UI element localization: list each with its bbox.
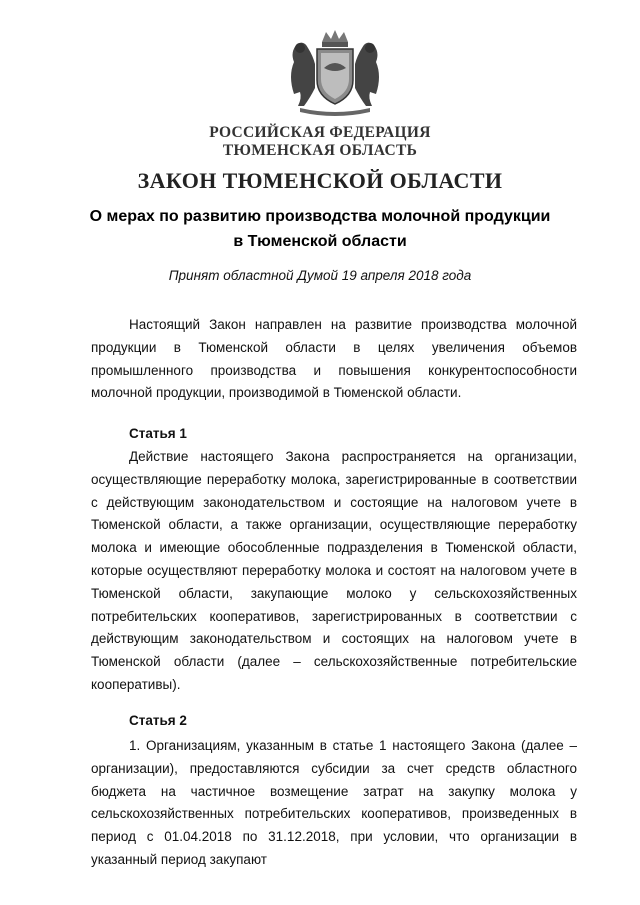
law-title: ЗАКОН ТЮМЕНСКОЙ ОБЛАСТИ <box>137 168 503 193</box>
adoption-date: Принят областной Думой 19 апреля 2018 года <box>168 268 472 283</box>
article-2-body <box>91 735 577 872</box>
intro-text: Настоящий Закон направлен на развитие производства молочной продукции в Тюменской области в целях увеличения объемов промышленного производства и повышения конкурентоспособности молочной продукции, производимой в Тюменской области. <box>91 317 577 401</box>
coat-of-arms-icon <box>280 28 390 116</box>
article-1-heading: Статья 1 <box>129 426 187 441</box>
law-subject-line2: в Тюменской области <box>233 233 407 250</box>
intro-paragraph <box>91 314 577 405</box>
article-1-text: Действие настоящего Закона распространяется на организации, осуществляющие переработку молока, зарегистрированные в соответствии с действующим законодательством и состоящие на налоговом учете в Тюменской области, а также организации, осуществляющие переработку молока и имеющие обособленные подразделения в Тюменской области, которые осуществляют переработку молока и состоят на налоговом учете в Тюменской области, закупающие молоко у сельскохозяйственных потребительских кооперативов, зарегистрированных в соответствии с действующим законодательством и состоящих на налоговом учете в Тюменской области (далее – сельскохозяйственные потребительские кооперативы). <box>91 449 577 692</box>
header-country: РОССИЙСКАЯ ФЕДЕРАЦИЯ <box>209 124 431 141</box>
article-1-body <box>91 446 577 697</box>
law-subject-line1: О мерах по развитию производства молочной продукции <box>89 208 551 225</box>
article-2-text: 1. Организациям, указанным в статье 1 настоящего Закона (далее – организации), предоставляются субсидии за счет средств областного бюджета на частичное возмещение затрат на закупку молока у сельскохозяйственных потребительских кооперативов, произведенных в период с 01.04.2018 по 31.12.2018, при условии, что организации в указанный период закупают <box>91 738 577 867</box>
header-region: ТЮМЕНСКАЯ ОБЛАСТЬ <box>222 142 418 159</box>
article-2-heading: Статья 2 <box>129 713 187 728</box>
